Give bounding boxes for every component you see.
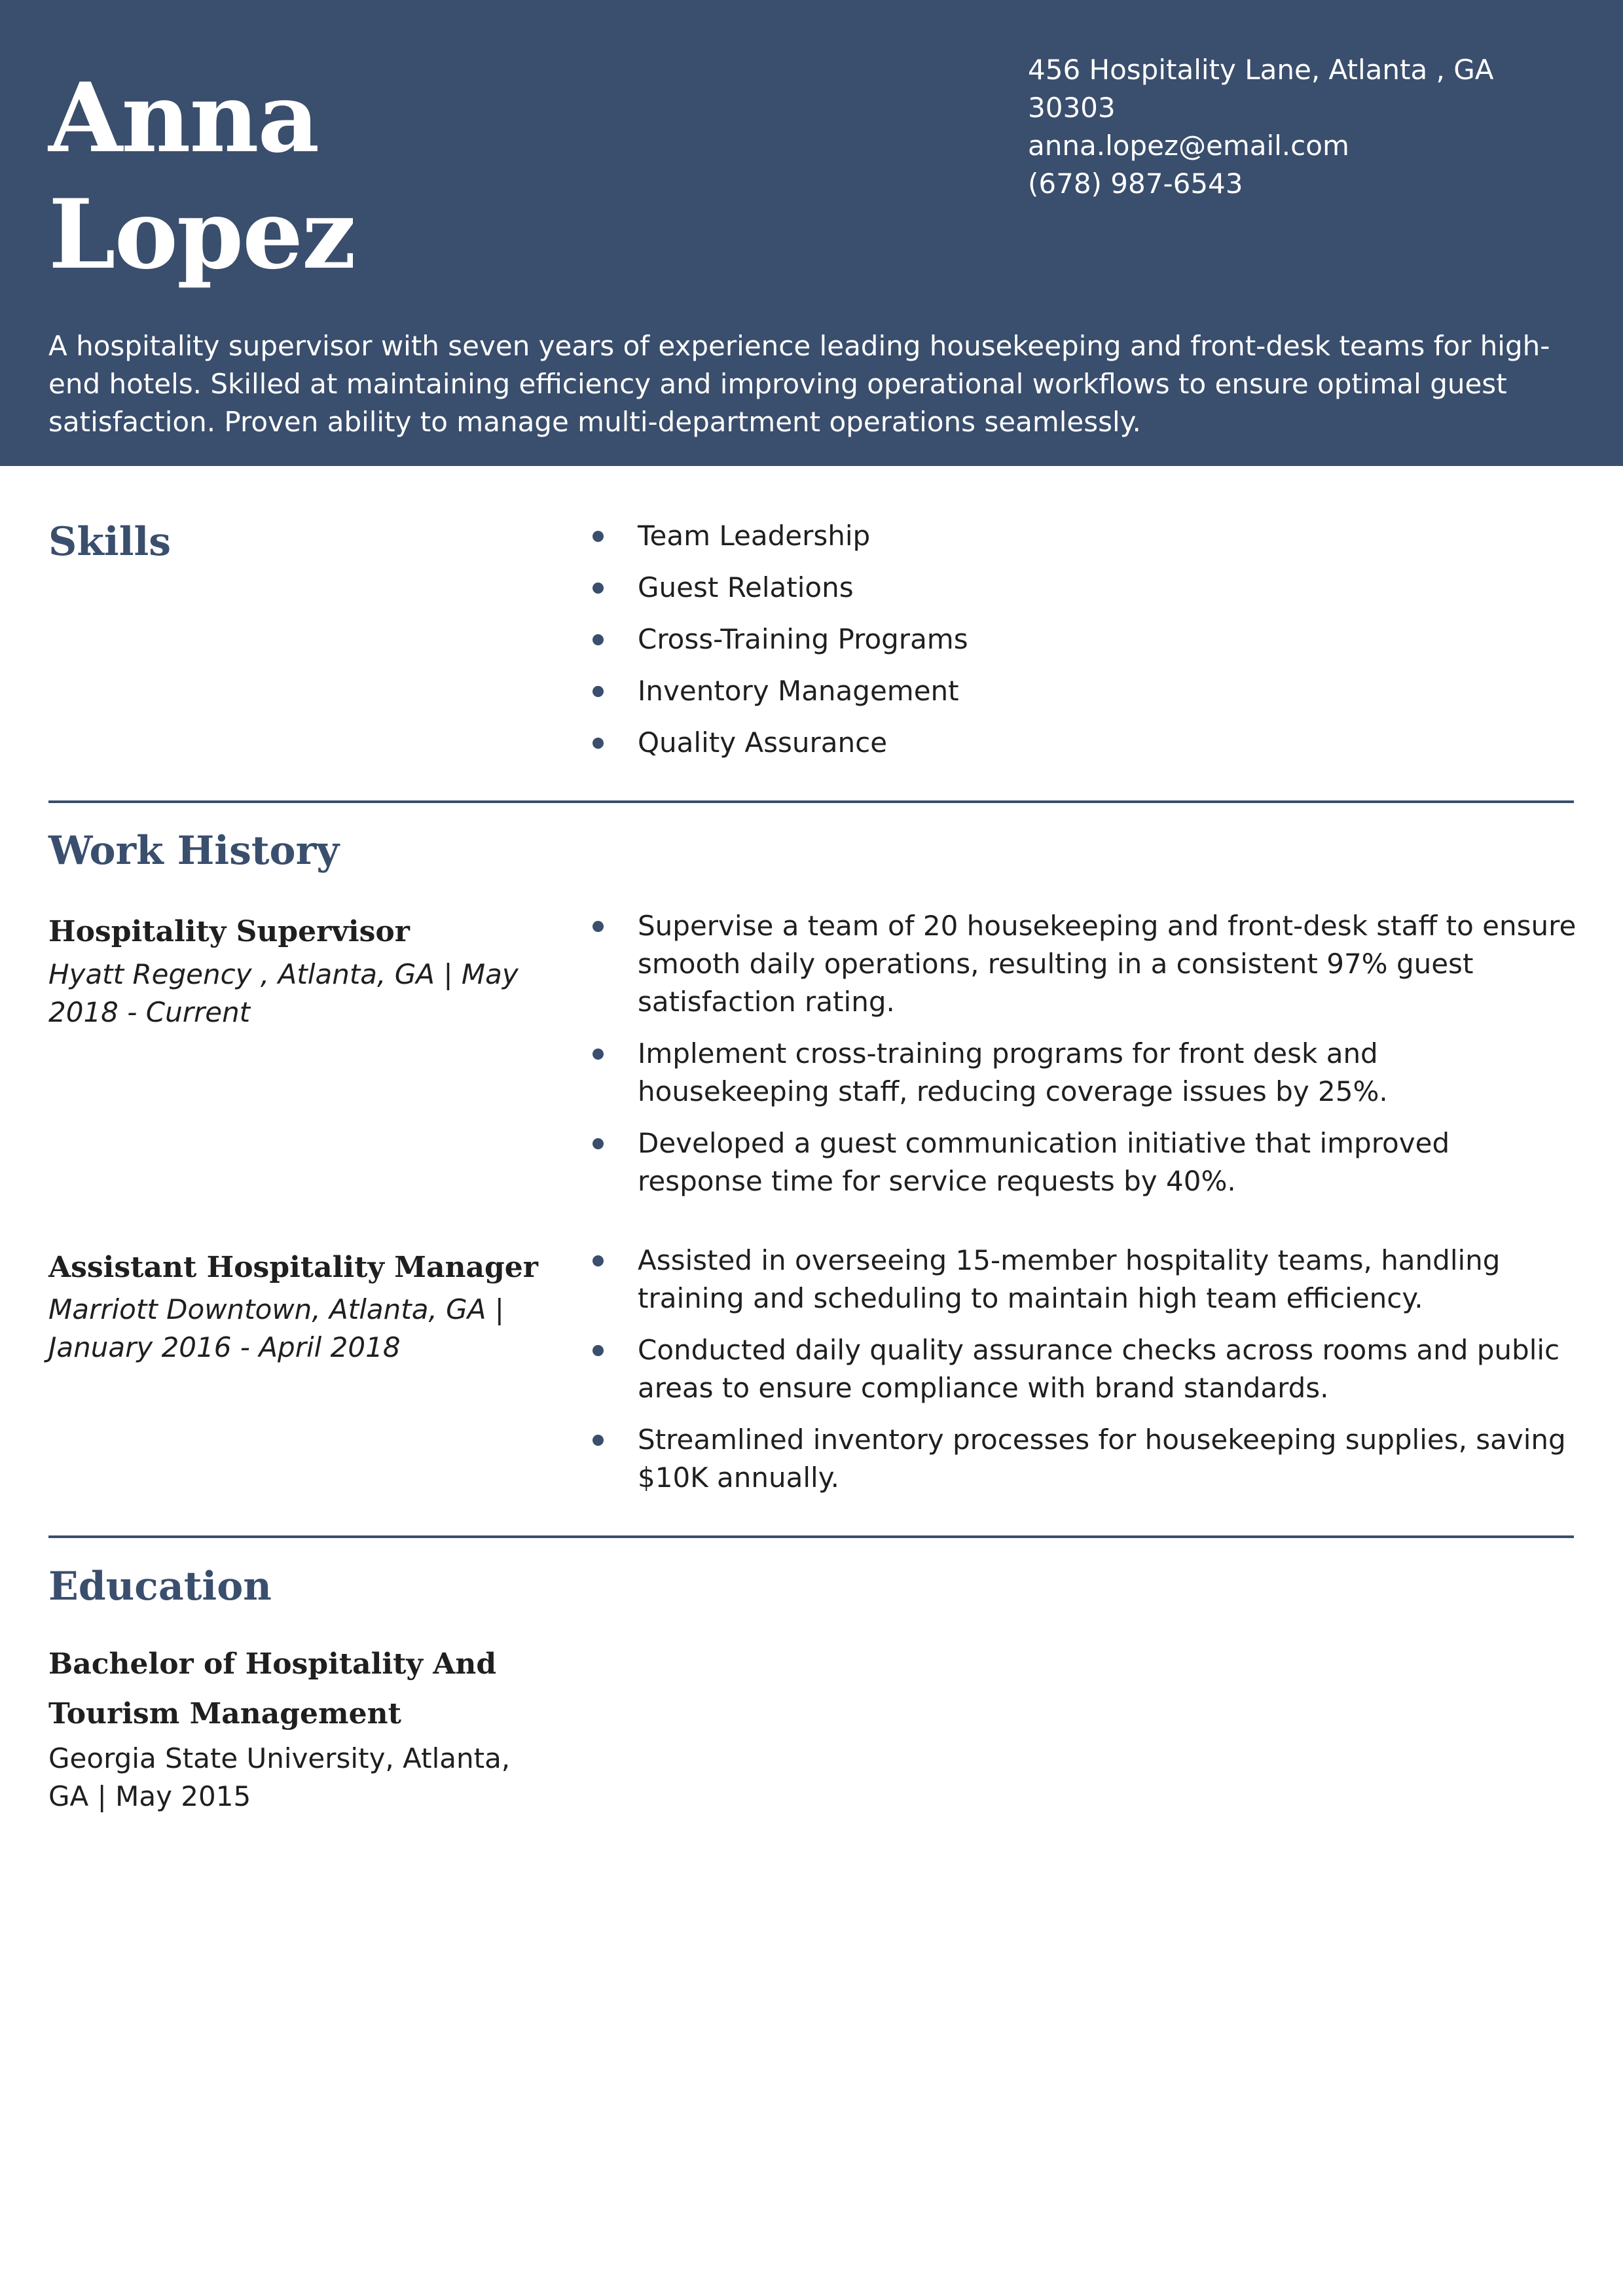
- phone: (678) 987-6543: [1028, 168, 1243, 200]
- list-item: Assisted in overseeing 15-member hospitality teams, handling training and scheduling to maintain high team efficiency.: [589, 1242, 1578, 1318]
- section-divider: [48, 800, 1574, 803]
- skill-item: Cross-Training Programs: [589, 620, 1578, 658]
- job-meta: [48, 1291, 546, 1367]
- first-name: Anna: [48, 62, 319, 174]
- section-divider: [48, 1535, 1574, 1538]
- location-dates: , Atlanta, GA | May 2018 - Current: [48, 958, 519, 1028]
- location-dates: , Atlanta, GA | January 2016 - April 2018: [48, 1293, 504, 1363]
- bullet-icon: [593, 1049, 604, 1060]
- job-title: Assistant Hospitality Manager: [48, 1251, 538, 1284]
- professional-summary: A hospitality supervisor with seven years of experience leading housekeeping and front-desk teams for high-end hotels. Skilled at maintaining efficiency and improving operational workflows to ensure optimal guest satisfaction. Proven ability to manage multi-department operations seamlessly.: [48, 330, 1550, 438]
- email: anna.lopez@email.com: [1028, 130, 1349, 162]
- bullet-icon: [593, 531, 604, 542]
- list-item: Developed a guest communication initiative that improved response time for service requests by 40%.: [589, 1124, 1578, 1200]
- resume-header: [0, 0, 1623, 466]
- skill-item: Team Leadership: [589, 517, 1578, 555]
- address-line-1: 456 Hospitality Lane, Atlanta , GA: [1028, 54, 1494, 86]
- education-heading: Education: [48, 1564, 272, 1609]
- skills-heading: Skills: [48, 519, 172, 565]
- work-history-heading: Work History: [48, 828, 340, 874]
- bullet-icon: [593, 921, 604, 932]
- job-bullets: [589, 907, 1578, 1214]
- list-item: Supervise a team of 20 housekeeping and front-desk staff to ensure smooth daily operations, resulting in a consistent 97% guest satisfaction rating.: [589, 907, 1578, 1021]
- skill-item: Quality Assurance: [589, 724, 1578, 762]
- skill-item: Guest Relations: [589, 569, 1578, 607]
- last-name: Lopez: [48, 179, 355, 291]
- job-meta: [48, 956, 546, 1031]
- school-details: Georgia State University, Atlanta, GA | May 2015: [48, 1742, 511, 1812]
- skills-list: [589, 517, 1578, 776]
- bullet-icon: [593, 1345, 604, 1356]
- bullet-icon: [593, 738, 604, 749]
- bullet-icon: [593, 1255, 604, 1266]
- contact-info: [1028, 51, 1571, 203]
- bullet-icon: [593, 1435, 604, 1446]
- list-item: Implement cross-training programs for front desk and housekeeping staff, reducing coverage issues by 25%.: [589, 1035, 1578, 1111]
- skill-item: Inventory Management: [589, 672, 1578, 710]
- bullet-icon: [593, 634, 604, 645]
- job-bullets: [589, 1242, 1578, 1511]
- degree: Bachelor of Hospitality And Tourism Management: [48, 1647, 497, 1731]
- address-line-2: 30303: [1028, 92, 1116, 124]
- bullet-icon: [593, 686, 604, 697]
- employer: Marriott Downtown: [48, 1293, 312, 1325]
- list-item: Conducted daily quality assurance checks across rooms and public areas to ensure compliance with brand standards.: [589, 1331, 1578, 1407]
- bullet-icon: [593, 583, 604, 594]
- employer: Hyatt Regency: [48, 958, 261, 990]
- bullet-icon: [593, 1138, 604, 1149]
- job-title: Hospitality Supervisor: [48, 915, 410, 948]
- list-item: Streamlined inventory processes for housekeeping supplies, saving $10K annually.: [589, 1421, 1578, 1497]
- candidate-name: [48, 60, 638, 293]
